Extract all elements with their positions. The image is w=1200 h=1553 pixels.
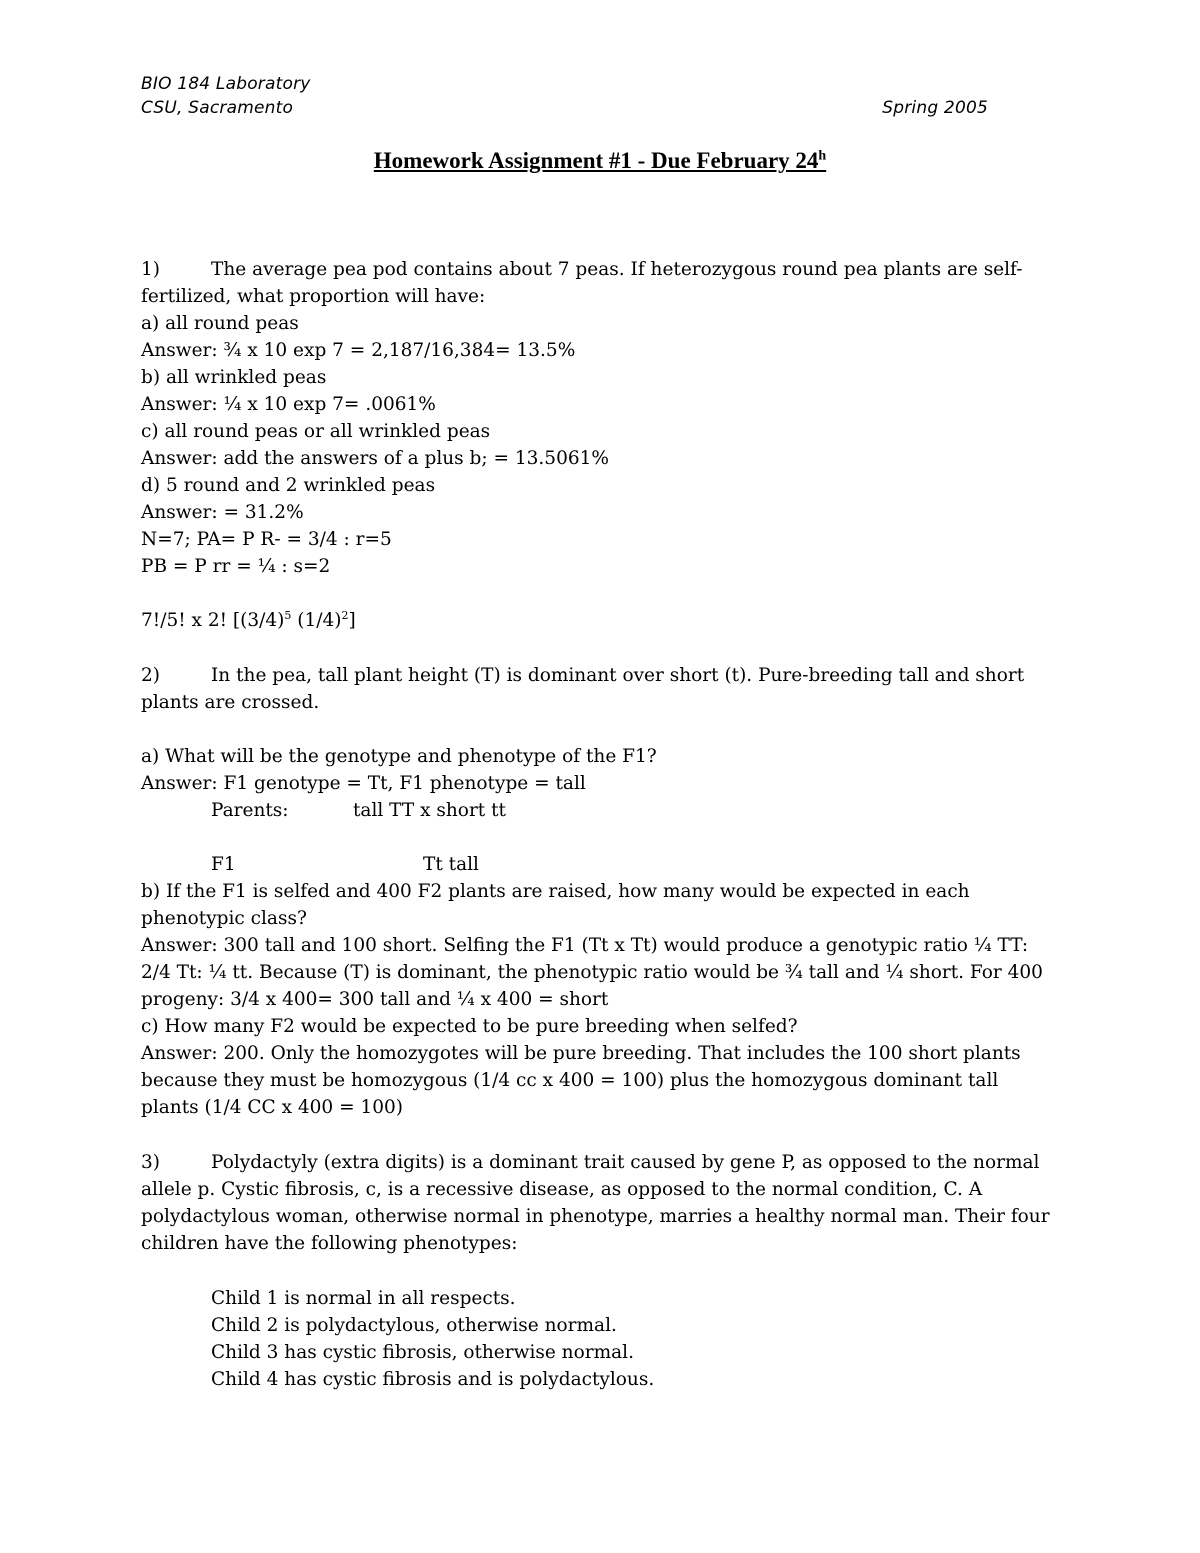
assignment-title-text: Homework Assignment #1 - Due February 24 xyxy=(373,148,819,173)
q2-part-a: a) What will be the genotype and phenotype of the F1? xyxy=(141,746,657,767)
q2-answer-b-2: 2/4 Tt: ¼ tt. Because (T) is dominant, the phenotypic ratio would be ¾ tall and ¼ short. For 400 xyxy=(141,962,1043,983)
q1-part-c: c) all round peas or all wrinkled peas xyxy=(141,421,491,442)
q1-formula-a: 7!/5! x 2! [(3/4) xyxy=(141,610,285,631)
q1-part-a: a) all round peas xyxy=(141,313,299,334)
q1-formula-exp1: 5 xyxy=(284,608,292,622)
q1-part-b: b) all wrinkled peas xyxy=(141,367,327,388)
q1-answer-d: Answer: = 31.2% xyxy=(141,502,304,523)
q1-formula-b: (1/4) xyxy=(291,610,342,631)
assignment-title xyxy=(0,148,1200,174)
q3-line2: allele p. Cystic fibrosis, c, is a recessive disease, as opposed to the normal condition, C. A xyxy=(141,1179,983,1200)
q2-f1-label: F1 xyxy=(211,854,236,875)
q1-text-1: The average pea pod contains about 7 peas. If heterozygous round pea plants are self- xyxy=(211,259,1023,280)
q1-formula xyxy=(141,607,356,634)
q1-answer-c: Answer: add the answers of a plus b; = 13.5061% xyxy=(141,448,609,469)
q2-line1 xyxy=(141,662,1024,689)
q1-part-d: d) 5 round and 2 wrinkled peas xyxy=(141,475,436,496)
q3-child-2: Child 2 is polydactylous, otherwise normal. xyxy=(211,1315,617,1336)
assignment-title-sup: h xyxy=(818,148,827,164)
q2-answer-c-1: Answer: 200. Only the homozygotes will be pure breeding. That includes the 100 short plants xyxy=(141,1043,1021,1064)
q2-number: 2) xyxy=(141,665,160,686)
q3-child-4: Child 4 has cystic fibrosis and is polydactylous. xyxy=(211,1369,655,1390)
q2-part-c: c) How many F2 would be expected to be pure breeding when selfed? xyxy=(141,1016,798,1037)
term: Spring 2005 xyxy=(882,98,988,118)
q2-answer-b-1: Answer: 300 tall and 100 short. Selfing the F1 (Tt x Tt) would produce a genotypic ratio ¼ TT: xyxy=(141,935,1029,956)
course-name: BIO 184 Laboratory xyxy=(141,74,311,94)
q3-line3: polydactylous woman, otherwise normal in phenotype, marries a healthy normal man. Their four xyxy=(141,1206,1050,1227)
q3-line4: children have the following phenotypes: xyxy=(141,1233,518,1254)
q3-child-1: Child 1 is normal in all respects. xyxy=(211,1288,516,1309)
q2-f1-value: Tt tall xyxy=(423,854,479,875)
q2-line2: plants are crossed. xyxy=(141,692,320,713)
q3-child-3: Child 3 has cystic fibrosis, otherwise normal. xyxy=(211,1342,634,1363)
q1-answer-b: Answer: ¼ x 10 exp 7= .0061% xyxy=(141,394,436,415)
q2-parents-line xyxy=(211,797,506,824)
q3-text-1: Polydactyly (extra digits) is a dominant trait caused by gene P, as opposed to the normal xyxy=(211,1152,1040,1173)
q1-line1 xyxy=(141,256,1023,283)
q2-parents-label: Parents: xyxy=(211,800,289,821)
q1-line2: fertilized, what proportion will have: xyxy=(141,286,486,307)
q2-answer-a: Answer: F1 genotype = Tt, F1 phenotype = tall xyxy=(141,773,586,794)
q1-number: 1) xyxy=(141,259,160,280)
school-name: CSU, Sacramento xyxy=(141,98,294,118)
q2-answer-b-3: progeny: 3/4 x 400= 300 tall and ¼ x 400 = short xyxy=(141,989,609,1010)
q1-answer-a: Answer: ¾ x 10 exp 7 = 2,187/16,384= 13.5% xyxy=(141,340,576,361)
q3-number: 3) xyxy=(141,1152,160,1173)
q2-text-1: In the pea, tall plant height (T) is dominant over short (t). Pure-breeding tall and short xyxy=(211,665,1025,686)
q2-answer-c-3: plants (1/4 CC x 400 = 100) xyxy=(141,1097,403,1118)
q2-part-b-2: phenotypic class? xyxy=(141,908,307,929)
q1-formula-exp2: 2 xyxy=(341,608,349,622)
q2-f1-line xyxy=(211,851,479,878)
q1-pb-line: PB = P rr = ¼ : s=2 xyxy=(141,556,331,577)
q2-answer-c-2: because they must be homozygous (1/4 cc x 400 = 100) plus the homozygous dominant tall xyxy=(141,1070,999,1091)
q1-n-line: N=7; PA= P R- = 3/4 : r=5 xyxy=(141,529,392,550)
q2-part-b-1: b) If the F1 is selfed and 400 F2 plants are raised, how many would be expected in each xyxy=(141,881,970,902)
q1-formula-c: ] xyxy=(348,610,356,631)
q2-parents-value: tall TT x short tt xyxy=(353,800,506,821)
q3-line1 xyxy=(141,1149,1039,1176)
